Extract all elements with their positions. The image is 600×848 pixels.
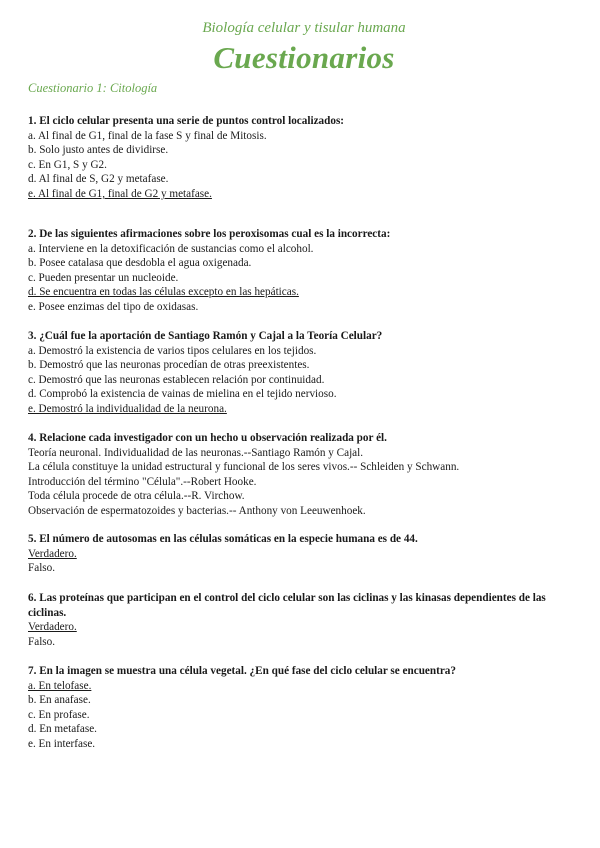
answer-option: d. Comprobó la existencia de vainas de mielina en el tejido nervioso.: [28, 388, 337, 401]
question-6: [28, 591, 580, 649]
answer-option: Falso.: [28, 562, 56, 575]
answer-option-correct: Verdadero.: [28, 547, 77, 560]
question-5: [28, 532, 580, 576]
answer-option: c. En G1, S y G2.: [28, 158, 107, 171]
answer-option: d. Al final de S, G2 y metafase.: [28, 173, 169, 186]
answer-option: b. Posee catalasa que desdobla el agua oxigenada.: [28, 257, 252, 270]
question-3: [28, 329, 580, 417]
question-stem: 4. Relacione cada investigador con un hecho u observación realizada por él.: [28, 432, 387, 444]
question-stem: 5. El número de autosomas en las células somáticas en la especie humana es de 44.: [28, 533, 418, 545]
question-7: [28, 664, 580, 752]
match-answer: Toda célula procede de otra célula.--R. Virchow.: [28, 490, 245, 503]
answer-option: b. Solo justo antes de dividirse.: [28, 144, 169, 157]
answer-option: Falso.: [28, 635, 56, 648]
answer-option: e. En interfase.: [28, 737, 96, 750]
answer-option-correct: d. Se encuentra en todas las células excepto en las hepáticas.: [28, 286, 299, 299]
answer-option-correct: a. En telofase.: [28, 679, 92, 692]
match-answer: Introducción del término "Célula".--Robert Hooke.: [28, 475, 257, 488]
question-stem: 1. El ciclo celular presenta una serie de puntos control localizados:: [28, 115, 345, 127]
question-stem: 6. Las proteínas que participan en el control del ciclo celular son las ciclinas y las kinasas dependientes de las ciclinas.: [28, 592, 546, 619]
answer-option: e. Posee enzimas del tipo de oxidasas.: [28, 300, 199, 313]
match-answer: Observación de espermatozoides y bacterias.-- Anthony von Leeuwenhoek.: [28, 504, 366, 517]
question-stem: 3. ¿Cuál fue la aportación de Santiago Ramón y Cajal a la Teoría Celular?: [28, 330, 383, 342]
answer-option: a. Demostró la existencia de varios tipos celulares en los tejidos.: [28, 344, 317, 357]
course-subtitle: Biología celular y tisular humana: [202, 20, 406, 36]
answer-option: c. Demostró que las neuronas establecen relación por continuidad.: [28, 373, 325, 386]
answer-option: a. Al final de G1, final de la fase S y final de Mitosis.: [28, 129, 267, 142]
question-4: [28, 431, 580, 519]
answer-option: a. Interviene en la detoxificación de sustancias como el alcohol.: [28, 242, 314, 255]
answer-option-correct: e. Demostró la individualidad de la neurona.: [28, 402, 227, 415]
match-answer: Teoría neuronal. Individualidad de las neuronas.--Santiago Ramón y Cajal.: [28, 446, 364, 459]
answer-option: c. En profase.: [28, 708, 90, 721]
answer-option: d. En metafase.: [28, 723, 97, 736]
answer-option: b. En anafase.: [28, 694, 91, 707]
answer-option-correct: e. Al final de G1, final de G2 y metafase.: [28, 187, 212, 200]
page-title: Cuestionarios: [213, 40, 395, 75]
question-stem: 7. En la imagen se muestra una célula vegetal. ¿En qué fase del ciclo celular se encuentra?: [28, 665, 456, 677]
section-heading: Cuestionario 1: Citología: [28, 81, 158, 95]
question-stem: 2. De las siguientes afirmaciones sobre los peroxisomas cual es la incorrecta:: [28, 228, 391, 240]
answer-option: b. Demostró que las neuronas procedían de otras preexistentes.: [28, 359, 310, 372]
question-2: [28, 227, 580, 315]
match-answer: La célula constituye la unidad estructural y funcional de los seres vivos.-- Schleiden y Schwann.: [28, 461, 460, 474]
answer-option: c. Pueden presentar un nucleoide.: [28, 271, 179, 284]
question-1: [28, 114, 580, 202]
answer-option-correct: Verdadero.: [28, 621, 77, 634]
